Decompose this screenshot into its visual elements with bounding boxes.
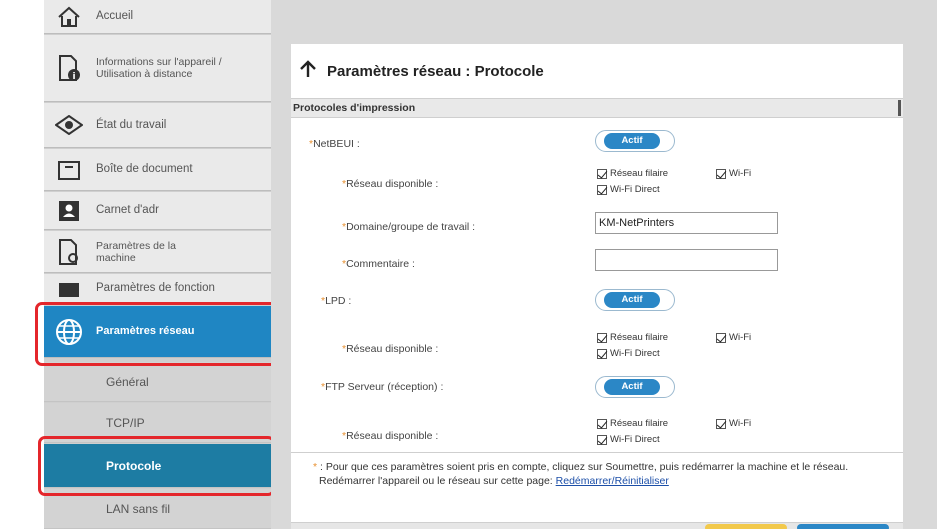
ftp-network-label: *Réseau disponible : [342,430,439,442]
sidebar-item-label: Carnet d'adr [96,204,159,216]
footnote-line-1: * : Pour que ces paramètres soient pris en compte, cliquez sur Soumettre, puis redémarrer la machine et le réseau. [313,461,849,473]
sidebar-item-job-status[interactable] [44,103,271,148]
netbeui-wifi-checkbox[interactable]: Wi-Fi [716,168,751,179]
lpd-label: *LPD : [321,295,352,307]
comment-input[interactable] [595,249,778,271]
sidebar-item-label: Paramètres de fonction [96,282,215,294]
section-header-print-protocols: Protocoles d'impression [291,98,903,118]
highlight-box-network-settings [35,302,278,366]
footnote [313,460,873,488]
netbeui-wifi-direct-checkbox[interactable]: Wi-Fi Direct [597,184,660,195]
page-title [299,56,544,86]
subnav-label: LAN sans fil [106,501,171,516]
folder-icon [54,155,84,185]
svg-text:i: i [72,72,76,82]
sidebar-item-machine-settings[interactable] [44,231,271,273]
device-info-icon [54,53,84,83]
ftp-wifi-checkbox[interactable]: Wi-Fi [716,418,751,429]
subnav-label: Protocole [106,458,162,473]
comment-label: *Commentaire : [342,258,415,270]
toggle-on-label: Actif [604,133,660,149]
lpd-wifi-checkbox[interactable]: Wi-Fi [716,332,751,343]
sidebar-item-function-settings[interactable] [44,274,271,304]
workgroup-label: *Domaine/groupe de travail : [342,221,476,233]
subnav-label: TCP/IP [106,415,145,430]
toggle-on-label: Actif [604,292,660,308]
sidebar-item-device-info[interactable] [44,35,271,102]
ftp-server-toggle[interactable] [595,376,675,398]
address-book-icon [54,196,84,226]
ftp-wired-checkbox[interactable]: Réseau filaire [597,418,668,429]
netbeui-wired-checkbox[interactable]: Réseau filaire [597,168,668,179]
ftp-server-label: *FTP Serveur (réception) : [321,381,444,393]
lpd-toggle[interactable] [595,289,675,311]
arrow-up-icon[interactable] [299,60,317,82]
subnav-general[interactable] [44,362,271,402]
workgroup-input[interactable]: KM-NetPrinters [595,212,778,234]
sidebar-item-label: État du travail [96,118,167,131]
machine-settings-icon [54,237,84,267]
lpd-wired-checkbox[interactable]: Réseau filaire [597,332,668,343]
sidebar-item-label: Paramètres réseau [96,325,195,337]
page-title-text: Paramètres réseau : Protocole [327,62,544,80]
sidebar-item-home[interactable] [44,0,271,34]
scrollbar[interactable] [898,100,901,116]
sidebar-item-label: Informations sur l'appareil / Utilisation à distance [96,56,222,80]
subnav-label: Général [106,374,149,389]
sidebar-item-address-book[interactable] [44,192,271,230]
sidebar-item-document-box[interactable] [44,149,271,191]
toggle-on-label: Actif [604,379,660,395]
reset-button[interactable] [705,524,787,529]
footnote-line-2: Redémarrer l'appareil ou le réseau sur cette page: Redémarrer/Réinitialiser [319,475,669,487]
submit-button[interactable] [797,524,889,529]
eye-icon [54,110,84,140]
sidebar-item-label: Accueil [96,10,134,22]
function-settings-icon [54,274,84,304]
restart-reset-link[interactable]: Redémarrer/Réinitialiser [555,475,669,487]
sidebar-item-label: Boîte de document [96,163,193,175]
divider [291,452,903,453]
lpd-network-label: *Réseau disponible : [342,343,439,355]
netbeui-toggle[interactable] [595,130,675,152]
settings-panel [291,44,903,529]
home-icon [54,2,84,32]
highlight-box-protocol [38,436,275,496]
lpd-wifi-direct-checkbox[interactable]: Wi-Fi Direct [597,348,660,359]
netbeui-label: *NetBEUI : [309,138,360,150]
netbeui-network-label: *Réseau disponible : [342,178,439,190]
ftp-wifi-direct-checkbox[interactable]: Wi-Fi Direct [597,434,660,445]
sidebar-item-label: Paramètres de la machine [96,239,176,264]
